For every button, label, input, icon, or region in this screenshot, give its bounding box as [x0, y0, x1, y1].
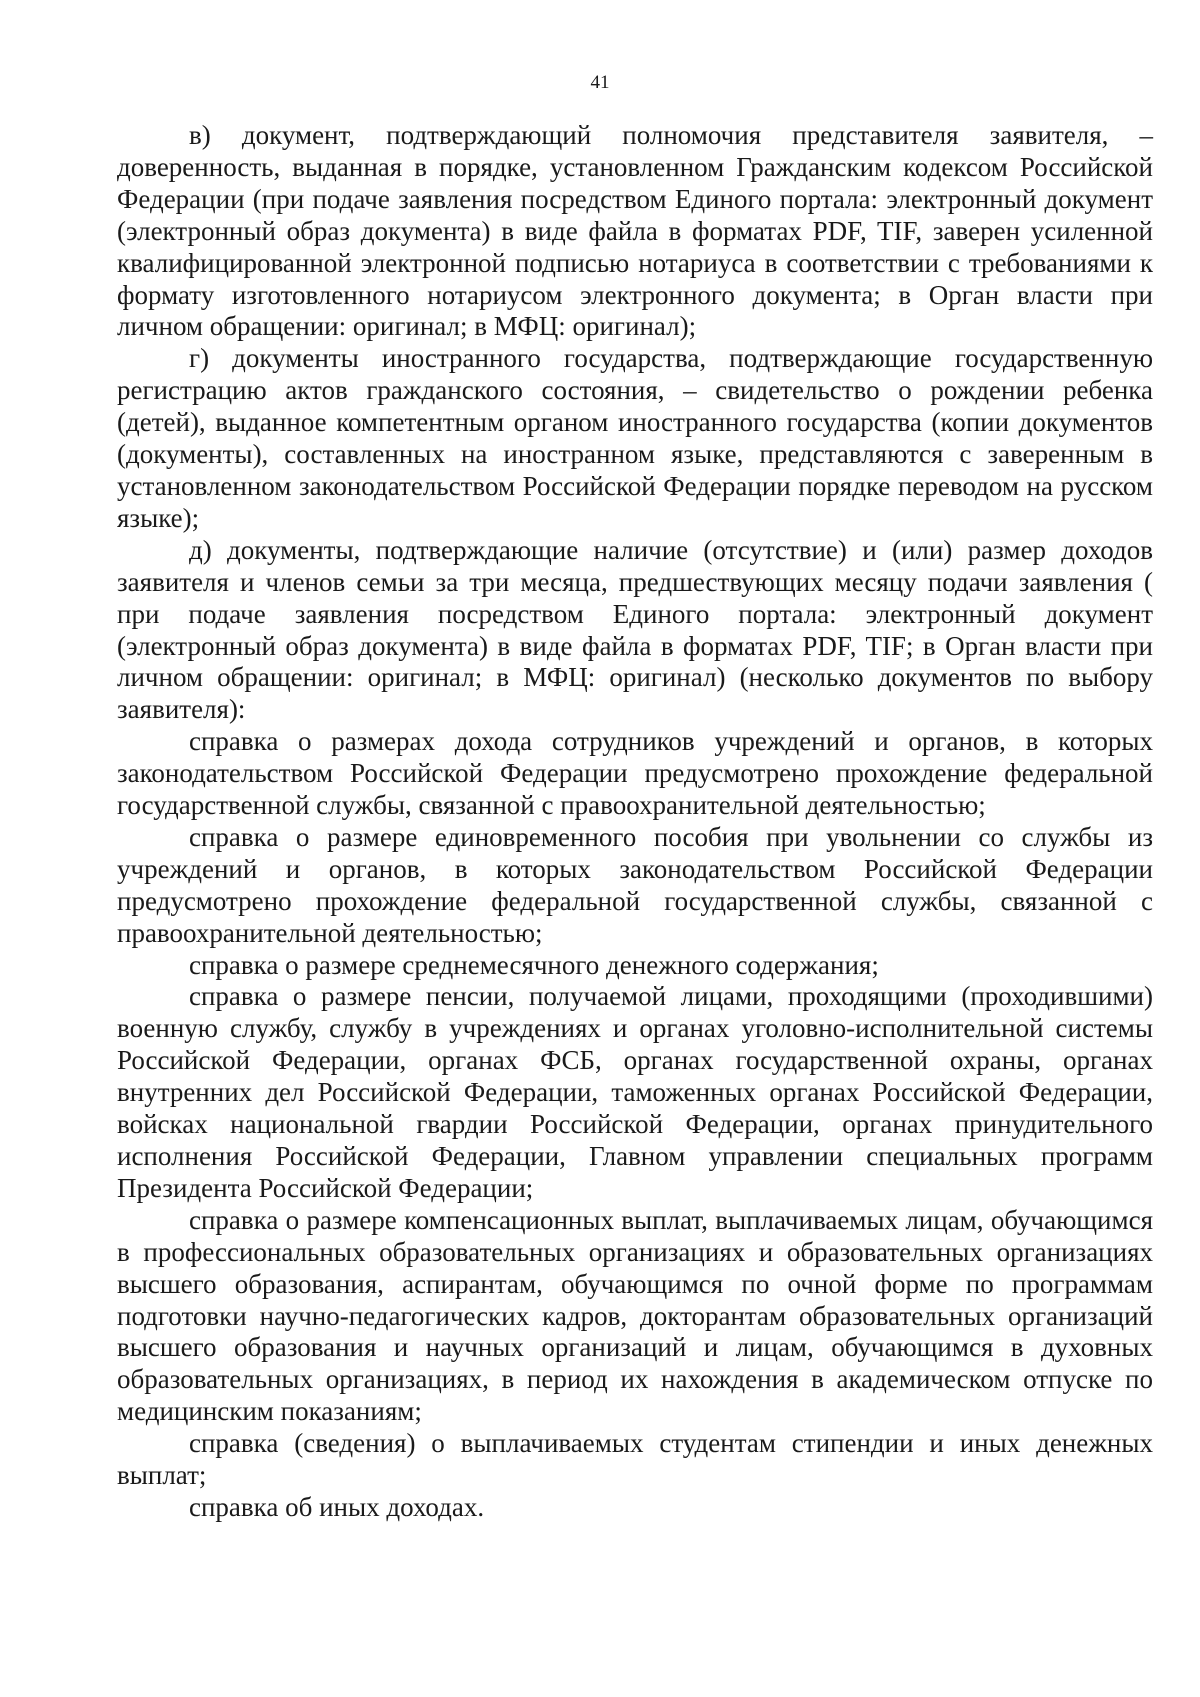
paragraph-representative-authority: в) документ, подтверждающий полномочия представителя заявителя, – доверенность, выданная в порядке, установленном Гражданским кодексом Российской Федерации (при подаче заявления посредством Единого портала: электронный документ (электронный образ документа) в виде файла в форматах PDF, TIF, заверен усиленной квалифицированной электронной подписью нотариуса в соответствии с требованиями к формату изготовленного нотариусом электронного документа; в Орган власти при личном обращении: оригинал; в МФЦ: оригинал); [117, 120, 1153, 342]
list-item-compensation-payments-certificate: справка о размере компенсационных выплат, выплачиваемых лицам, обучающимся в профессиональных образовательных организациях и образовательных организациях высшего образования, аспирантам, обучающимся по очной форме по программам подготовки научно-педагогических кадров, докторантам образовательных организаций высшего образования и научных организаций и лицам, обучающимся в духовных образовательных организациях, в период их нахождения в академическом отпуске по медицинским показаниям; [117, 1204, 1153, 1427]
list-item-other-income-certificate: справка об иных доходах. [189, 1491, 485, 1522]
list-item-average-monthly-pay-certificate: справка о размере среднемесячного денежного содержания; [189, 949, 879, 980]
paragraph-foreign-documents: г) документы иностранного государства, подтверждающие государственную регистрацию актов гражданского состояния, – свидетельство о рождении ребенка (детей), выданное компетентным органом иностранного государства (копии документов (документы), составленных на иностранном языке, представляются с заверенным в установленном законодательством Российской Федерации порядке переводом на русском языке); [117, 343, 1153, 533]
paragraph-income-documents: д) документы, подтверждающие наличие (отсутствие) и (или) размер доходов заявителя и членов семьи за три месяца, предшествующих месяцу подачи заявления ( при подаче заявления посредством Единого портала: электронный документ (электронный образ документа) в виде файла в форматах PDF, TIF; в Орган власти при личном обращении: оригинал; в МФЦ: оригинал) (несколько документов по выбору заявителя): [117, 534, 1153, 725]
page-number: 41 [590, 72, 610, 93]
list-item-pension-certificate: справка о размере пенсии, получаемой лицами, проходящими (проходившими) военную службу, службу в учреждениях и органах уголовно-исполнительной системы Российской Федерации, органах ФСБ, органах государственной охраны, органах внутренних дел Российской Федерации, таможенных органах Российской Федерации, войсках национальной гвардии Российской Федерации, органах принудительного исполнения Российской Федерации, Главном управлении специальных программ Президента Российской Федерации; [117, 981, 1153, 1203]
list-item-income-certificate-law-enforcement: справка о размерах дохода сотрудников учреждений и органов, в которых законодательством Российской Федерации предусмотрено прохождение федеральной государственной службы, связанной с правоохранительной деятельностью; [117, 726, 1153, 821]
list-item-severance-certificate: справка о размере единовременного пособия при увольнении со службы из учреждений и органов, в которых законодательством Российской Федерации предусмотрено прохождение федеральной государственной службы, связанной с правоохранительной деятельностью; [117, 821, 1153, 948]
document-body [117, 120, 1153, 1524]
list-item-stipend-certificate: справка (сведения) о выплачиваемых студентам стипендии и иных денежных выплат; [117, 1428, 1153, 1491]
